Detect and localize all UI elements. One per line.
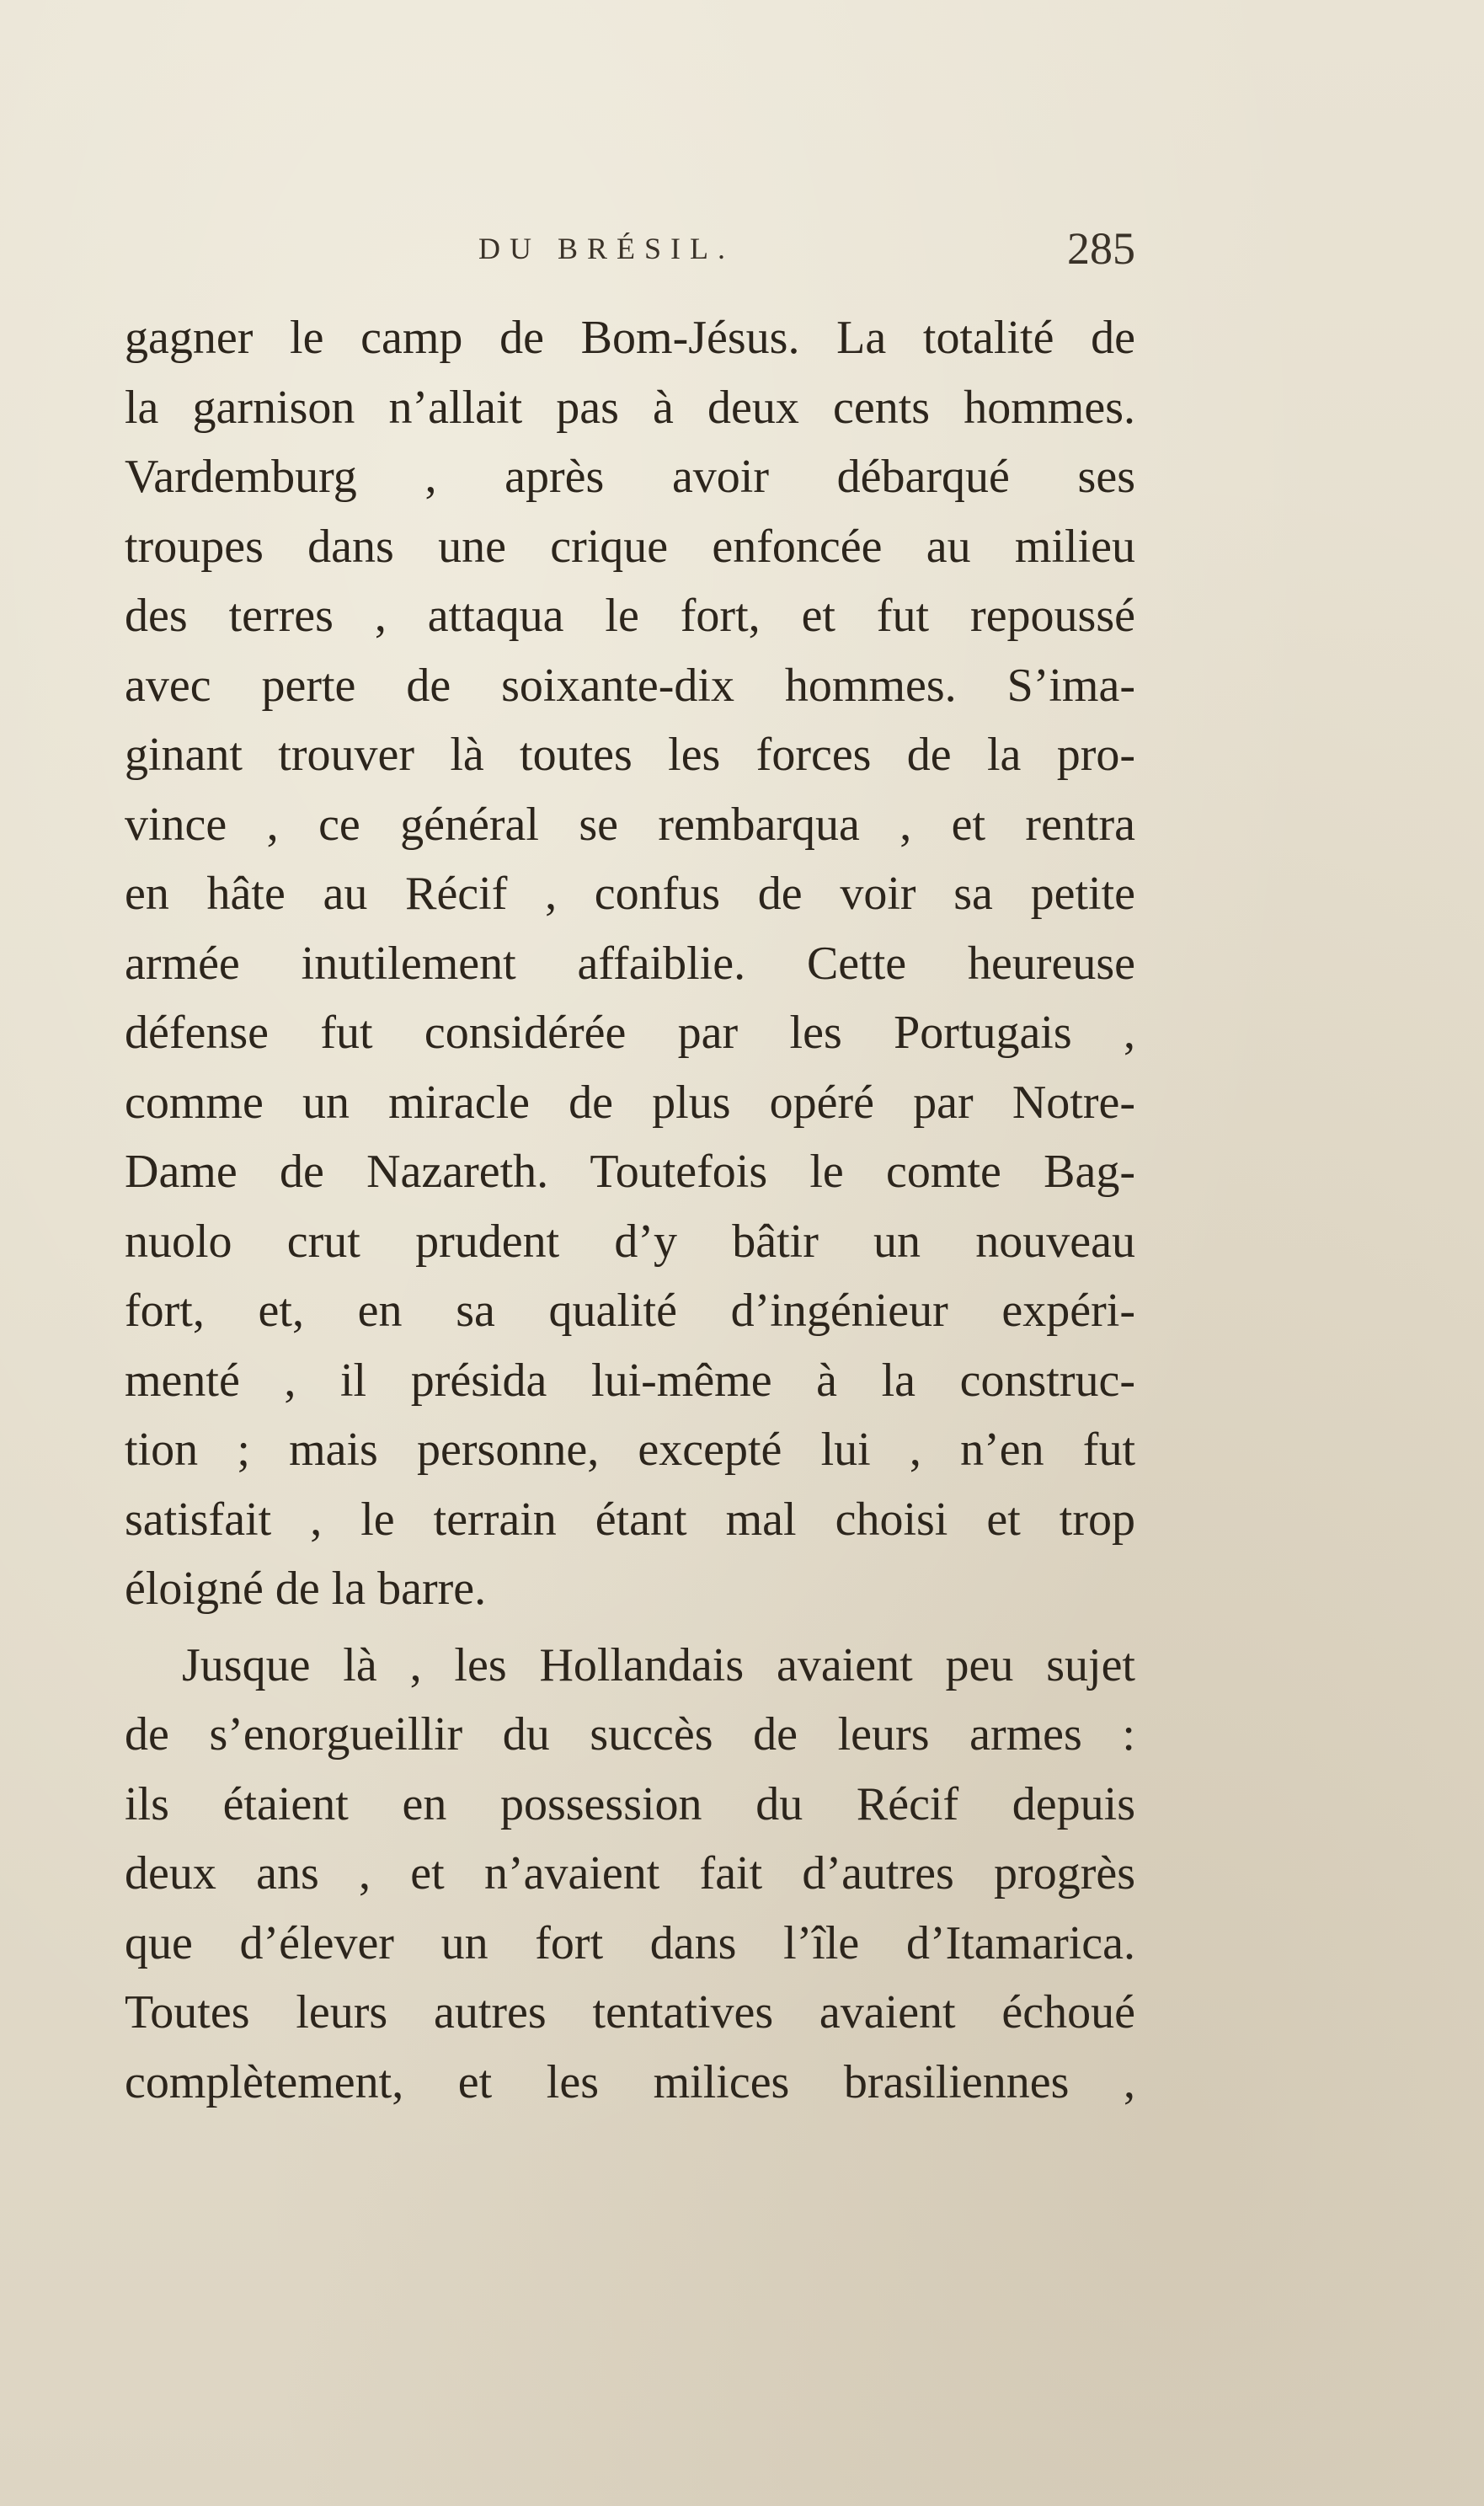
page-number: 285 [1067, 223, 1135, 274]
text-line: des terres , attaqua le fort, et fut repoussé [125, 590, 1135, 642]
text-line: vince , ce général se rembarqua , et rentra [125, 798, 1135, 851]
text-line: satisfait , le terrain étant mal choisi et trop [125, 1493, 1135, 1546]
text-line: que d’élever un fort dans l’île d’Itamarica. [125, 1916, 1135, 1969]
text-line: deux ans , et n’avaient fait d’autres progrès [125, 1847, 1135, 1900]
text-line: ils étaient en possession du Récif depuis [125, 1777, 1135, 1830]
text-line: Dame de Nazareth. Toutefois le comte Bag- [125, 1146, 1135, 1198]
paragraph-1 [125, 303, 1135, 1624]
paragraph-gap [125, 1624, 1135, 1631]
text-line: défense fut considérée par les Portugais , [125, 1007, 1135, 1059]
text-line: nuolo crut prudent d’y bâtir un nouveau [125, 1215, 1135, 1268]
text-line: fort, et, en sa qualité d’ingénieur expéri- [125, 1285, 1135, 1337]
text-line: en hâte au Récif , confus de voir sa petite [125, 868, 1135, 920]
text-line: menté , il présida lui-même à la construc- [125, 1354, 1135, 1407]
paragraph-2 [125, 1631, 1135, 2118]
text-line: Vardemburg , après avoir débarqué ses [125, 451, 1135, 503]
text-line: ginant trouver là toutes les forces de la pro- [125, 729, 1135, 781]
text-line: éloigné de la barre. [125, 1563, 487, 1615]
text-line: troupes dans une crique enfoncée au milieu [125, 520, 1135, 573]
running-title: DU BRÉSIL. [478, 232, 735, 265]
text-line: de s’enorgueillir du succès de leurs armes : [125, 1708, 1135, 1761]
text-line: avec perte de soixante-dix hommes. S’ima- [125, 659, 1135, 712]
text-line: tion ; mais personne, excepté lui , n’en fut [125, 1424, 1135, 1476]
body-text [125, 303, 1135, 2117]
text-line: gagner le camp de Bom-Jésus. La totalité de [125, 312, 1135, 364]
page-header [125, 223, 1135, 276]
text-line: Toutes leurs autres tentatives avaient échoué [125, 1986, 1135, 2038]
text-line: Jusque là , les Hollandais avaient peu sujet [182, 1638, 1135, 1691]
text-line: armée inutilement affaiblie. Cette heureuse [125, 937, 1135, 990]
text-line: complètement, et les milices brasiliennes , [125, 2055, 1135, 2108]
text-line: la garnison n’allait pas à deux cents hommes. [125, 381, 1135, 434]
text-line: comme un miracle de plus opéré par Notre- [125, 1076, 1135, 1129]
